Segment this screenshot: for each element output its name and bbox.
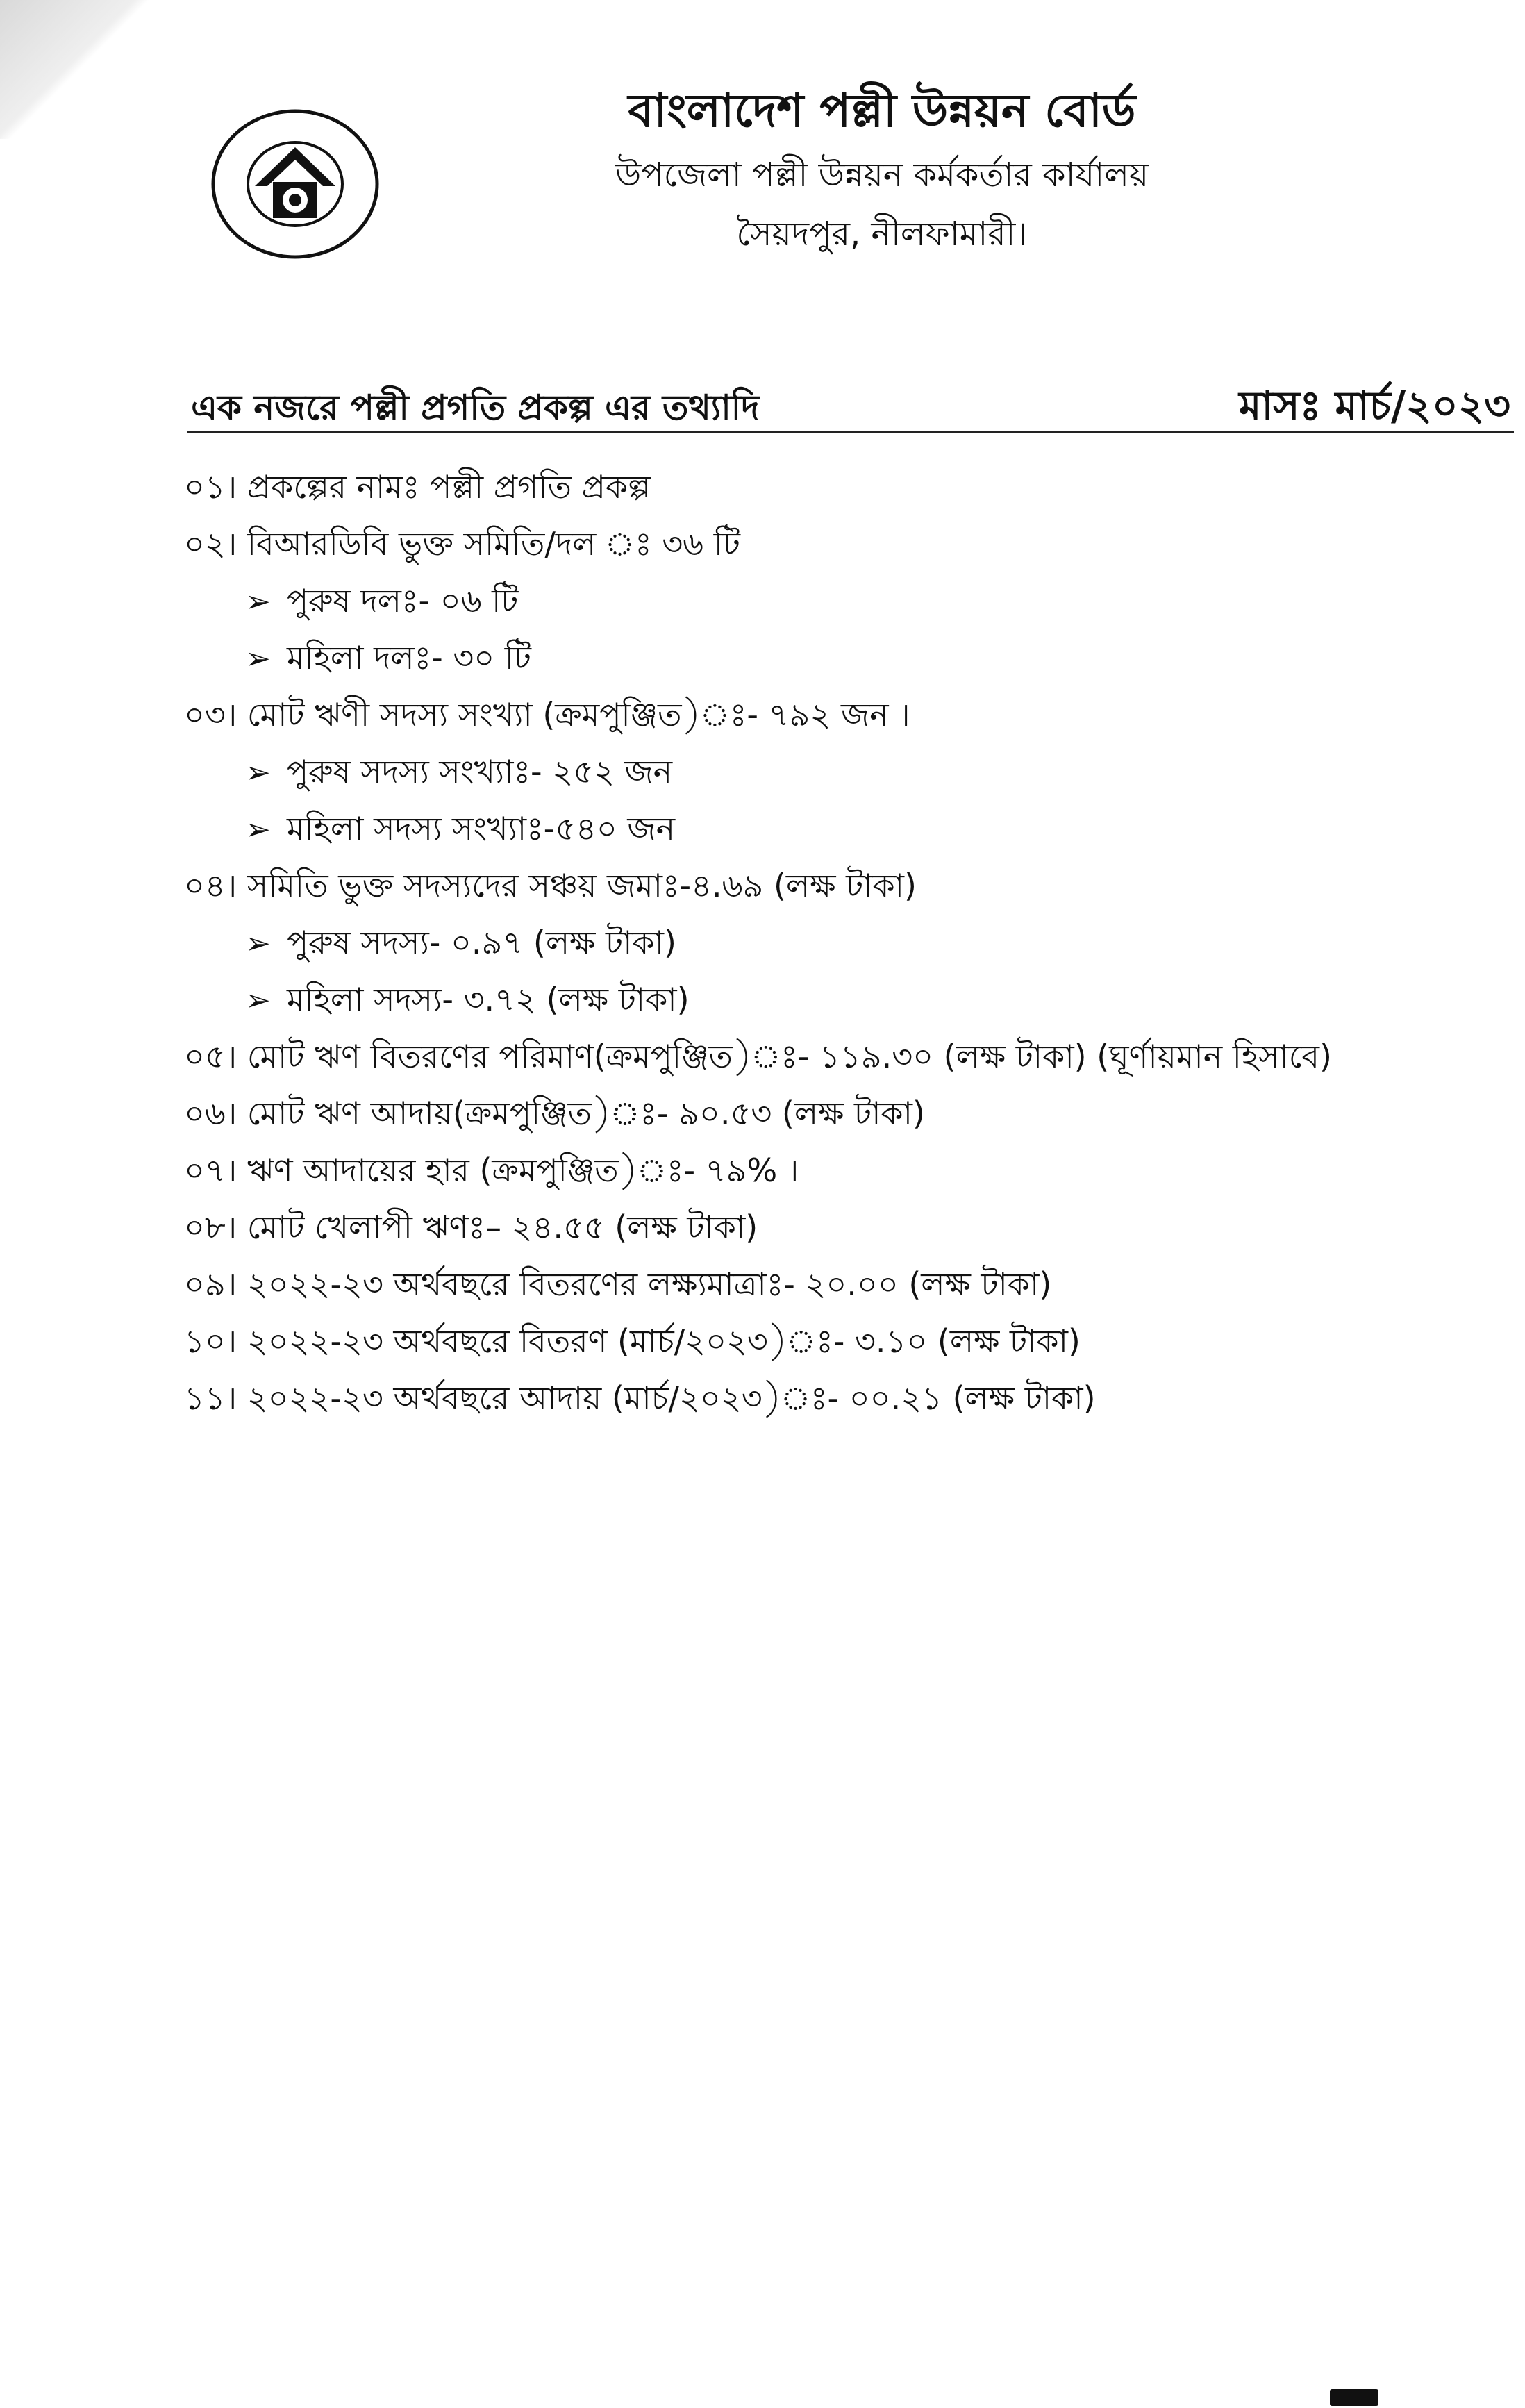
- item-text: ০৬। মোট ঋণ আদায়(ক্রমপুঞ্জিত)ঃ- ৯০.৫৩ (লক্ষ টাকা): [184, 1095, 925, 1132]
- item-text: ০৯। ২০২২-২৩ অর্থবছরে বিতরণের লক্ষ্যমাত্রাঃ- ২০.০০ (লক্ষ টাকা): [184, 1265, 1052, 1303]
- arrow-bullet-icon: ➢: [245, 983, 271, 1018]
- item-text: ০৮। মোট খেলাপী ঋণঃ– ২৪.৫৫ (লক্ষ টাকা): [184, 1209, 758, 1246]
- info-list: [184, 458, 1497, 1427]
- sub-list-item: [184, 971, 1497, 1028]
- arrow-bullet-icon: ➢: [245, 812, 271, 847]
- item-text: পুরুষ দলঃ- ০৬ টি: [287, 582, 519, 620]
- subject-title: এক নজরে পল্লী প্রগতি প্রকল্প এর তথ্যাদি: [191, 388, 760, 428]
- office-name: উপজেলা পল্লী উন্নয়ন কর্মকর্তার কার্যালয়: [615, 156, 1149, 194]
- item-text: ০৩। মোট ঋণী সদস্য সংখ্যা (ক্রমপুঞ্জিত)ঃ- ৭৯২ জন ।: [184, 696, 910, 733]
- list-item: [184, 1085, 1497, 1142]
- scan-mark: [1330, 2389, 1378, 2406]
- list-item: [184, 1028, 1497, 1085]
- sub-list-item: [184, 572, 1497, 629]
- item-text: ০৭। ঋণ আদায়ের হার (ক্রমপুঞ্জিত)ঃ- ৭৯% ।: [184, 1152, 799, 1189]
- arrow-bullet-icon: ➢: [245, 755, 271, 790]
- list-item: [184, 857, 1497, 914]
- item-text: ১১। ২০২২-২৩ অর্থবছরে আদায় (মার্চ/২০২৩)ঃ- ০০.২১ (লক্ষ টাকা): [184, 1379, 1096, 1417]
- item-text: ১০। ২০২২-২৩ অর্থবছরে বিতরণ (মার্চ/২০২৩)ঃ- ৩.১০ (লক্ষ টাকা): [184, 1322, 1081, 1360]
- list-item: [184, 1256, 1497, 1313]
- brdb-logo: [205, 104, 385, 264]
- arrow-bullet-icon: ➢: [245, 584, 271, 620]
- list-item: [184, 515, 1497, 572]
- item-text: মহিলা দলঃ- ৩০ টি: [287, 639, 531, 676]
- item-text: পুরুষ সদস্য- ০.৯৭ (লক্ষ টাকা): [287, 924, 676, 961]
- item-text: মহিলা সদস্য- ৩.৭২ (লক্ষ টাকা): [287, 981, 690, 1018]
- item-text: ০৪। সমিতি ভুক্ত সদস্যদের সঞ্চয় জমাঃ-৪.৬৯ (লক্ষ টাকা): [184, 867, 917, 904]
- item-text: ০২। বিআরডিবি ভুক্ত সমিতি/দল ঃ ৩৬ টি: [184, 525, 740, 563]
- sub-list-item: [184, 743, 1497, 800]
- sub-list-item: [184, 914, 1497, 971]
- item-text: পুরুষ সদস্য সংখ্যাঃ- ২৫২ জন: [287, 753, 673, 790]
- sub-list-item: [184, 800, 1497, 857]
- page-corner-fold: [0, 0, 160, 139]
- office-location: সৈয়দপুর, নীলফামারী।: [736, 215, 1028, 254]
- list-item: [184, 1313, 1497, 1370]
- item-text: মহিলা সদস্য সংখ্যাঃ-৫৪০ জন: [287, 810, 676, 847]
- list-item: [184, 458, 1497, 515]
- sub-list-item: [184, 629, 1497, 686]
- arrow-bullet-icon: ➢: [245, 641, 271, 676]
- list-item: [184, 686, 1497, 743]
- item-text: ০৫। মোট ঋণ বিতরণের পরিমাণ(ক্রমপুঞ্জিত)ঃ- ১১৯.৩০ (লক্ষ টাকা) (ঘূর্ণায়মান হিসাবে): [184, 1038, 1332, 1075]
- report-month: মাসঃ মার্চ/২০২৩: [1239, 382, 1510, 429]
- list-item: [184, 1199, 1497, 1256]
- list-item: [184, 1370, 1497, 1427]
- item-text: ০১। প্রকল্পের নামঃ পল্লী প্রগতি প্রকল্প: [184, 468, 651, 506]
- org-header: [569, 76, 1194, 264]
- org-name: বাংলাদেশ পল্লী উন্নয়ন বোর্ড: [628, 84, 1136, 138]
- list-item: [184, 1142, 1497, 1199]
- arrow-bullet-icon: ➢: [245, 926, 271, 961]
- subject-row: [188, 375, 1514, 433]
